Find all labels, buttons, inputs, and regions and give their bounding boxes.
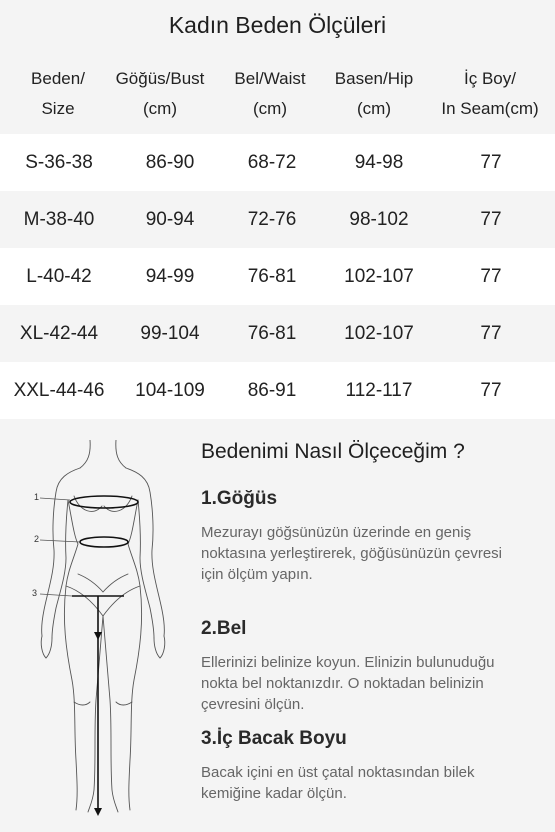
cell-hip: 98-102 (349, 209, 409, 230)
cell-hip: 94-98 (354, 152, 404, 173)
body-figure-illustration (28, 440, 188, 820)
header-bust-line2: (cm) (143, 99, 177, 118)
header-inseam (428, 64, 552, 124)
table-row (0, 191, 555, 248)
header-inseam-line1: İç Boy/ (464, 69, 516, 88)
cell-size: XXL-44-46 (13, 380, 105, 401)
cell-waist: 76-81 (247, 266, 297, 287)
header-waist-line1: Bel/Waist (234, 69, 306, 88)
table-row (0, 362, 555, 419)
cell-inseam: 77 (480, 380, 502, 401)
marker-1: 1 (34, 492, 40, 502)
cell-hip: 102-107 (344, 266, 414, 287)
cell-size: L-40-42 (26, 266, 92, 287)
cell-bust: 90-94 (145, 209, 195, 230)
header-hip-line1: Basen/Hip (334, 69, 414, 88)
header-size-line2: Size (41, 99, 75, 118)
section-text-inseam: Bacak içini en üst çatal noktasından bilek kemiğine kadar ölçün. (201, 764, 475, 802)
header-bust-line1: Göğüs/Bust (115, 69, 205, 88)
section-text-waist: Ellerinizi belinize koyun. Elinizin bulunuduğu nokta bel noktanızdır. O noktadan belinizin çevresini ölçün. (201, 654, 495, 713)
header-bust (104, 64, 216, 124)
header-size (8, 64, 108, 124)
section-heading-bust: 1.Göğüs (201, 488, 278, 509)
page-title: Kadın Beden Ölçüleri (168, 12, 387, 38)
header-waist-line2: (cm) (253, 99, 287, 118)
cell-hip: 112-117 (345, 380, 413, 401)
cell-waist: 76-81 (247, 323, 297, 344)
marker-3: 3 (32, 588, 38, 598)
body-outline-icon (28, 440, 188, 820)
cell-waist: 86-91 (247, 380, 297, 401)
cell-waist: 72-76 (247, 209, 297, 230)
header-inseam-line2: In Seam(cm) (441, 99, 539, 118)
section-heading-inseam: 3.İç Bacak Boyu (201, 728, 347, 749)
table-row (0, 248, 555, 305)
header-size-line1: Beden/ (31, 69, 85, 88)
guide-title: Bedenimi Nasıl Ölçeceğim ? (201, 440, 465, 463)
cell-hip: 102-107 (344, 323, 414, 344)
cell-inseam: 77 (480, 323, 502, 344)
cell-waist: 68-72 (247, 152, 297, 173)
cell-bust: 99-104 (140, 323, 200, 344)
cell-inseam: 77 (480, 266, 502, 287)
cell-size: M-38-40 (23, 209, 95, 230)
marker-2: 2 (34, 534, 40, 544)
cell-size: XL-42-44 (19, 323, 99, 344)
table-row (0, 305, 555, 362)
section-heading-waist: 2.Bel (201, 618, 247, 639)
header-hip (322, 64, 426, 124)
cell-bust: 104-109 (135, 380, 205, 401)
cell-size: S-36-38 (25, 152, 93, 173)
section-text-bust: Mezurayı göğsünüzün üzerinde en geniş noktasına yerleştirerek, göğüsünüzün çevresi için ölçüm yapın. (201, 524, 502, 583)
cell-inseam: 77 (480, 152, 502, 173)
cell-inseam: 77 (480, 209, 502, 230)
header-waist (220, 64, 320, 124)
table-row (0, 134, 555, 191)
header-hip-line2: (cm) (357, 99, 391, 118)
cell-bust: 94-99 (145, 266, 195, 287)
cell-bust: 86-90 (145, 152, 195, 173)
